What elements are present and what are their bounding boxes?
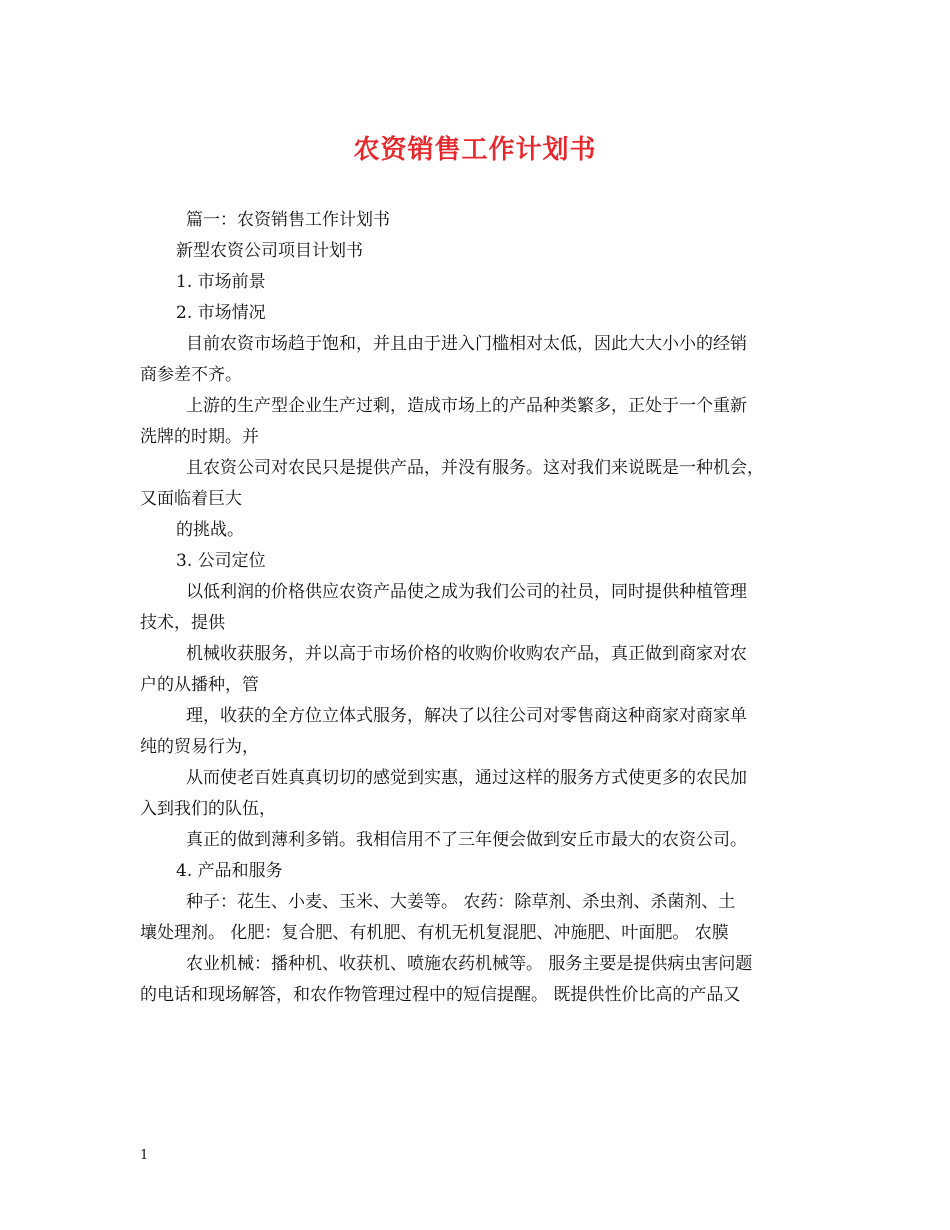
paragraph-line: 以低利润的价格供应农资产品使之成为我们公司的社员，同时提供种植管理 [186,582,747,602]
paragraph-line: 技术，提供 [140,613,225,633]
paragraph-line: 1. 市场前景 [176,272,266,292]
document-title: 农资销售工作计划书 [353,135,597,165]
paragraph-line: 从而使老百姓真真切切的感觉到实惠，通过这样的服务方式使更多的农民加 [186,768,747,788]
paragraph-line: 纯的贸易行为， [140,737,259,757]
paragraph-line: 种子：花生、小麦、玉米、大姜等。 农药：除草剂、杀虫剂、杀菌剂、土 [186,892,736,912]
paragraph-line: 篇一：农资销售工作计划书 [186,210,390,230]
paragraph-line: 理，收获的全方位立体式服务，解决了以往公司对零售商这种商家对商家单 [186,706,747,726]
document-body [140,205,820,1011]
paragraph-line: 3. 公司定位 [176,551,266,571]
paragraph-line: 目前农资市场趋于饱和，并且由于进入门槛相对太低，因此大大小小的经销 [186,334,747,354]
paragraph-line: 机械收获服务，并以高于市场价格的收购价收购农产品，真正做到商家对农 [186,644,747,664]
paragraph-line: 上游的生产型企业生产过剩，造成市场上的产品种类繁多，正处于一个重新 [186,396,747,416]
paragraph-line: 新型农资公司项目计划书 [176,241,363,261]
paragraph-line: 又面临着巨大 [140,489,242,509]
page-number: 1 [140,1148,149,1163]
paragraph-line: 4. 产品和服务 [176,861,283,881]
paragraph-line: 的电话和现场解答，和农作物管理过程中的短信提醒。 既提供性价比高的产品又 [140,985,741,1005]
paragraph-line: 真正的做到薄利多销。我相信用不了三年便会做到安丘市最大的农资公司。 [186,830,747,850]
paragraph-line: 入到我们的队伍， [140,799,276,819]
paragraph-line: 户的从播种，管 [140,675,259,695]
paragraph-line: 农业机械：播种机、收获机、喷施农药机械等。 服务主要是提供病虫害问题 [186,954,753,974]
paragraph-line: 2. 市场情况 [176,303,266,323]
paragraph-line: 且农资公司对农民只是提供产品，并没有服务。这对我们来说既是一种机会， [186,458,764,478]
paragraph-line: 壤处理剂。 化肥：复合肥、有机肥、有机无机复混肥、冲施肥、叶面肥。 农膜 [140,923,729,943]
paragraph-line: 商参差不齐。 [140,365,242,385]
paragraph-line: 洗牌的时期。并 [140,427,259,447]
paragraph-line: 的挑战。 [176,520,244,540]
